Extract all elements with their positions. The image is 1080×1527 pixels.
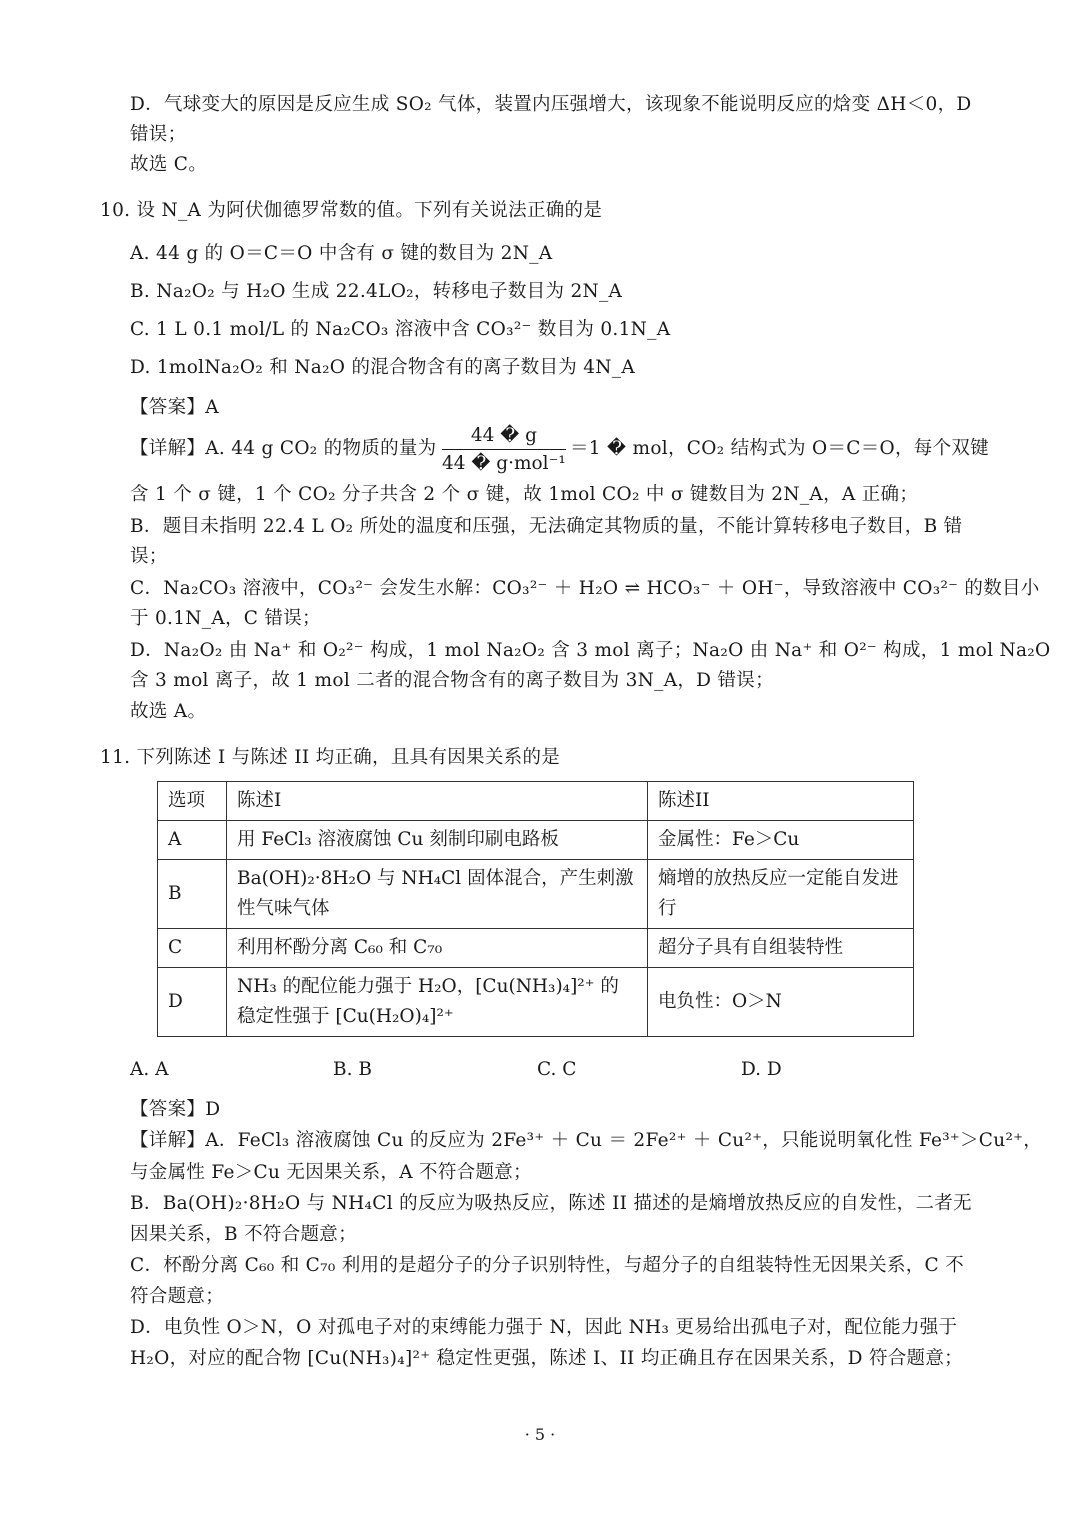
explanation-line: H₂O，对应的配合物 [Cu(NH₃)₄]²⁺ 稳定性更强，陈述 I、II 均正确且存在因果关系，D 符合题意；	[130, 1348, 963, 1369]
explanation-line: 于 0.1N_A，C 错误；	[130, 608, 321, 629]
question-11: 11. 下列陈述 I 与陈述 II 均正确，且具有因果关系的是	[100, 747, 561, 768]
answer-option-b: B. B	[333, 1059, 372, 1080]
table-cell: NH₃ 的配位能力强于 H₂O，[Cu(NH₃)₄]²⁺ 的稳定性强于 [Cu(H₂O)₄]²⁺	[227, 968, 648, 1037]
text-line: 故选 C。	[130, 154, 208, 175]
table-cell: Ba(OH)₂·8H₂O 与 NH₄Cl 固体混合，产生刺激性气味气体	[227, 860, 648, 929]
table-row	[158, 929, 914, 968]
mass-fraction	[442, 425, 566, 475]
page-number: · 5 ·	[524, 1425, 556, 1444]
statement-table	[157, 781, 914, 1037]
explanation-line: B．Ba(OH)₂·8H₂O 与 NH₄Cl 的反应为吸热反应，陈述 II 描述的是熵增放热反应的自发性，二者无	[130, 1193, 972, 1214]
table-cell: 用 FeCl₃ 溶液腐蚀 Cu 刻制印刷电路板	[227, 821, 648, 860]
table-row	[158, 860, 914, 929]
question-10: 10. 设 N_A 为阿伏伽德罗常数的值。下列有关说法正确的是	[100, 200, 603, 221]
table-header: 陈述II	[648, 782, 914, 821]
table-cell: 超分子具有自组装特性	[648, 929, 914, 968]
table-cell: C	[158, 929, 227, 968]
answer-option-c: C. C	[537, 1059, 577, 1080]
table-header: 选项	[158, 782, 227, 821]
table-cell: 利用杯酚分离 C₆₀ 和 C₇₀	[227, 929, 648, 968]
explanation-line: 含 1 个 σ 键，1 个 CO₂ 分子共含 2 个 σ 键，故 1mol CO₂ 中 σ 键数目为 2N_A，A 正确；	[130, 484, 919, 505]
table-cell: B	[158, 860, 227, 929]
option-d: D. 1molNa₂O₂ 和 Na₂O 的混合物含有的离子数目为 4N_A	[130, 357, 636, 378]
explanation-line: B．题目未指明 22.4 L O₂ 所处的温度和压强，无法确定其物质的量，不能计算转移电子数目，B 错	[130, 516, 963, 537]
option-c: C. 1 L 0.1 mol/L 的 Na₂CO₃ 溶液中含 CO₃²⁻ 数目为 0.1N_A	[130, 319, 671, 340]
explanation-line: 因果关系，B 不符合题意；	[130, 1224, 357, 1245]
fraction-denominator: 44 � g·mol⁻¹	[442, 453, 566, 474]
table-cell: 电负性：O＞N	[648, 968, 914, 1037]
text-line: D．气球变大的原因是反应生成 SO₂ 气体，装置内压强增大，该现象不能说明反应的焓变 ΔH＜0，D	[130, 94, 972, 115]
table-header-row	[158, 782, 914, 821]
answer-option-d: D. D	[741, 1059, 782, 1080]
explanation-line: 误；	[130, 546, 168, 567]
explanation-line: 故选 A。	[130, 701, 207, 722]
table-header: 陈述I	[227, 782, 648, 821]
explanation-line: 含 3 mol 离子，故 1 mol 二者的混合物含有的离子数目为 3N_A，D 错误；	[130, 670, 774, 691]
answer-label: 【答案】A	[130, 397, 219, 418]
explanation-line: 【详解】A．FeCl₃ 溶液腐蚀 Cu 的反应为 2Fe³⁺ ＋ Cu ＝ 2Fe²⁺ ＋ Cu²⁺，只能说明氧化性 Fe³⁺＞Cu²⁺，	[130, 1130, 1043, 1151]
table-cell: A	[158, 821, 227, 860]
explanation-line: 符合题意；	[130, 1286, 225, 1307]
explanation-line: ＝1 � mol，CO₂ 结构式为 O＝C＝O，每个双键	[570, 438, 989, 459]
explanation-line: C．杯酚分离 C₆₀ 和 C₇₀ 利用的是超分子的分子识别特性，与超分子的自组装特性无因果关系，C 不	[130, 1255, 964, 1276]
text-line: 错误；	[130, 124, 187, 145]
option-a: A. 44 g 的 O＝C＝O 中含有 σ 键的数目为 2N_A	[130, 243, 553, 264]
explanation-line: C．Na₂CO₃ 溶液中，CO₃²⁻ 会发生水解：CO₃²⁻ ＋ H₂O ⇌ HCO₃⁻ ＋ OH⁻，导致溶液中 CO₃²⁻ 的数目小	[130, 578, 1040, 599]
table-cell: 熵增的放热反应一定能自发进行	[648, 860, 914, 929]
table-cell: D	[158, 968, 227, 1037]
table-row	[158, 821, 914, 860]
table-row	[158, 968, 914, 1037]
explanation-line: 与金属性 Fe＞Cu 无因果关系，A 不符合题意；	[130, 1162, 532, 1183]
explanation-line: 【详解】A. 44 g CO₂ 的物质的量为	[130, 438, 437, 459]
fraction-numerator: 44 � g	[442, 425, 566, 450]
table-cell: 金属性：Fe＞Cu	[648, 821, 914, 860]
answer-option-a: A. A	[130, 1059, 169, 1080]
explanation-line: D．电负性 O＞N，O 对孤电子对的束缚能力强于 N，因此 NH₃ 更易给出孤电子对，配位能力强于	[130, 1317, 958, 1338]
explanation-line: D．Na₂O₂ 由 Na⁺ 和 O₂²⁻ 构成，1 mol Na₂O₂ 含 3 mol 离子；Na₂O 由 Na⁺ 和 O²⁻ 构成，1 mol Na₂O	[130, 640, 1051, 661]
answer-label: 【答案】D	[130, 1099, 221, 1120]
option-b: B. Na₂O₂ 与 H₂O 生成 22.4LO₂，转移电子数目为 2N_A	[130, 281, 623, 302]
